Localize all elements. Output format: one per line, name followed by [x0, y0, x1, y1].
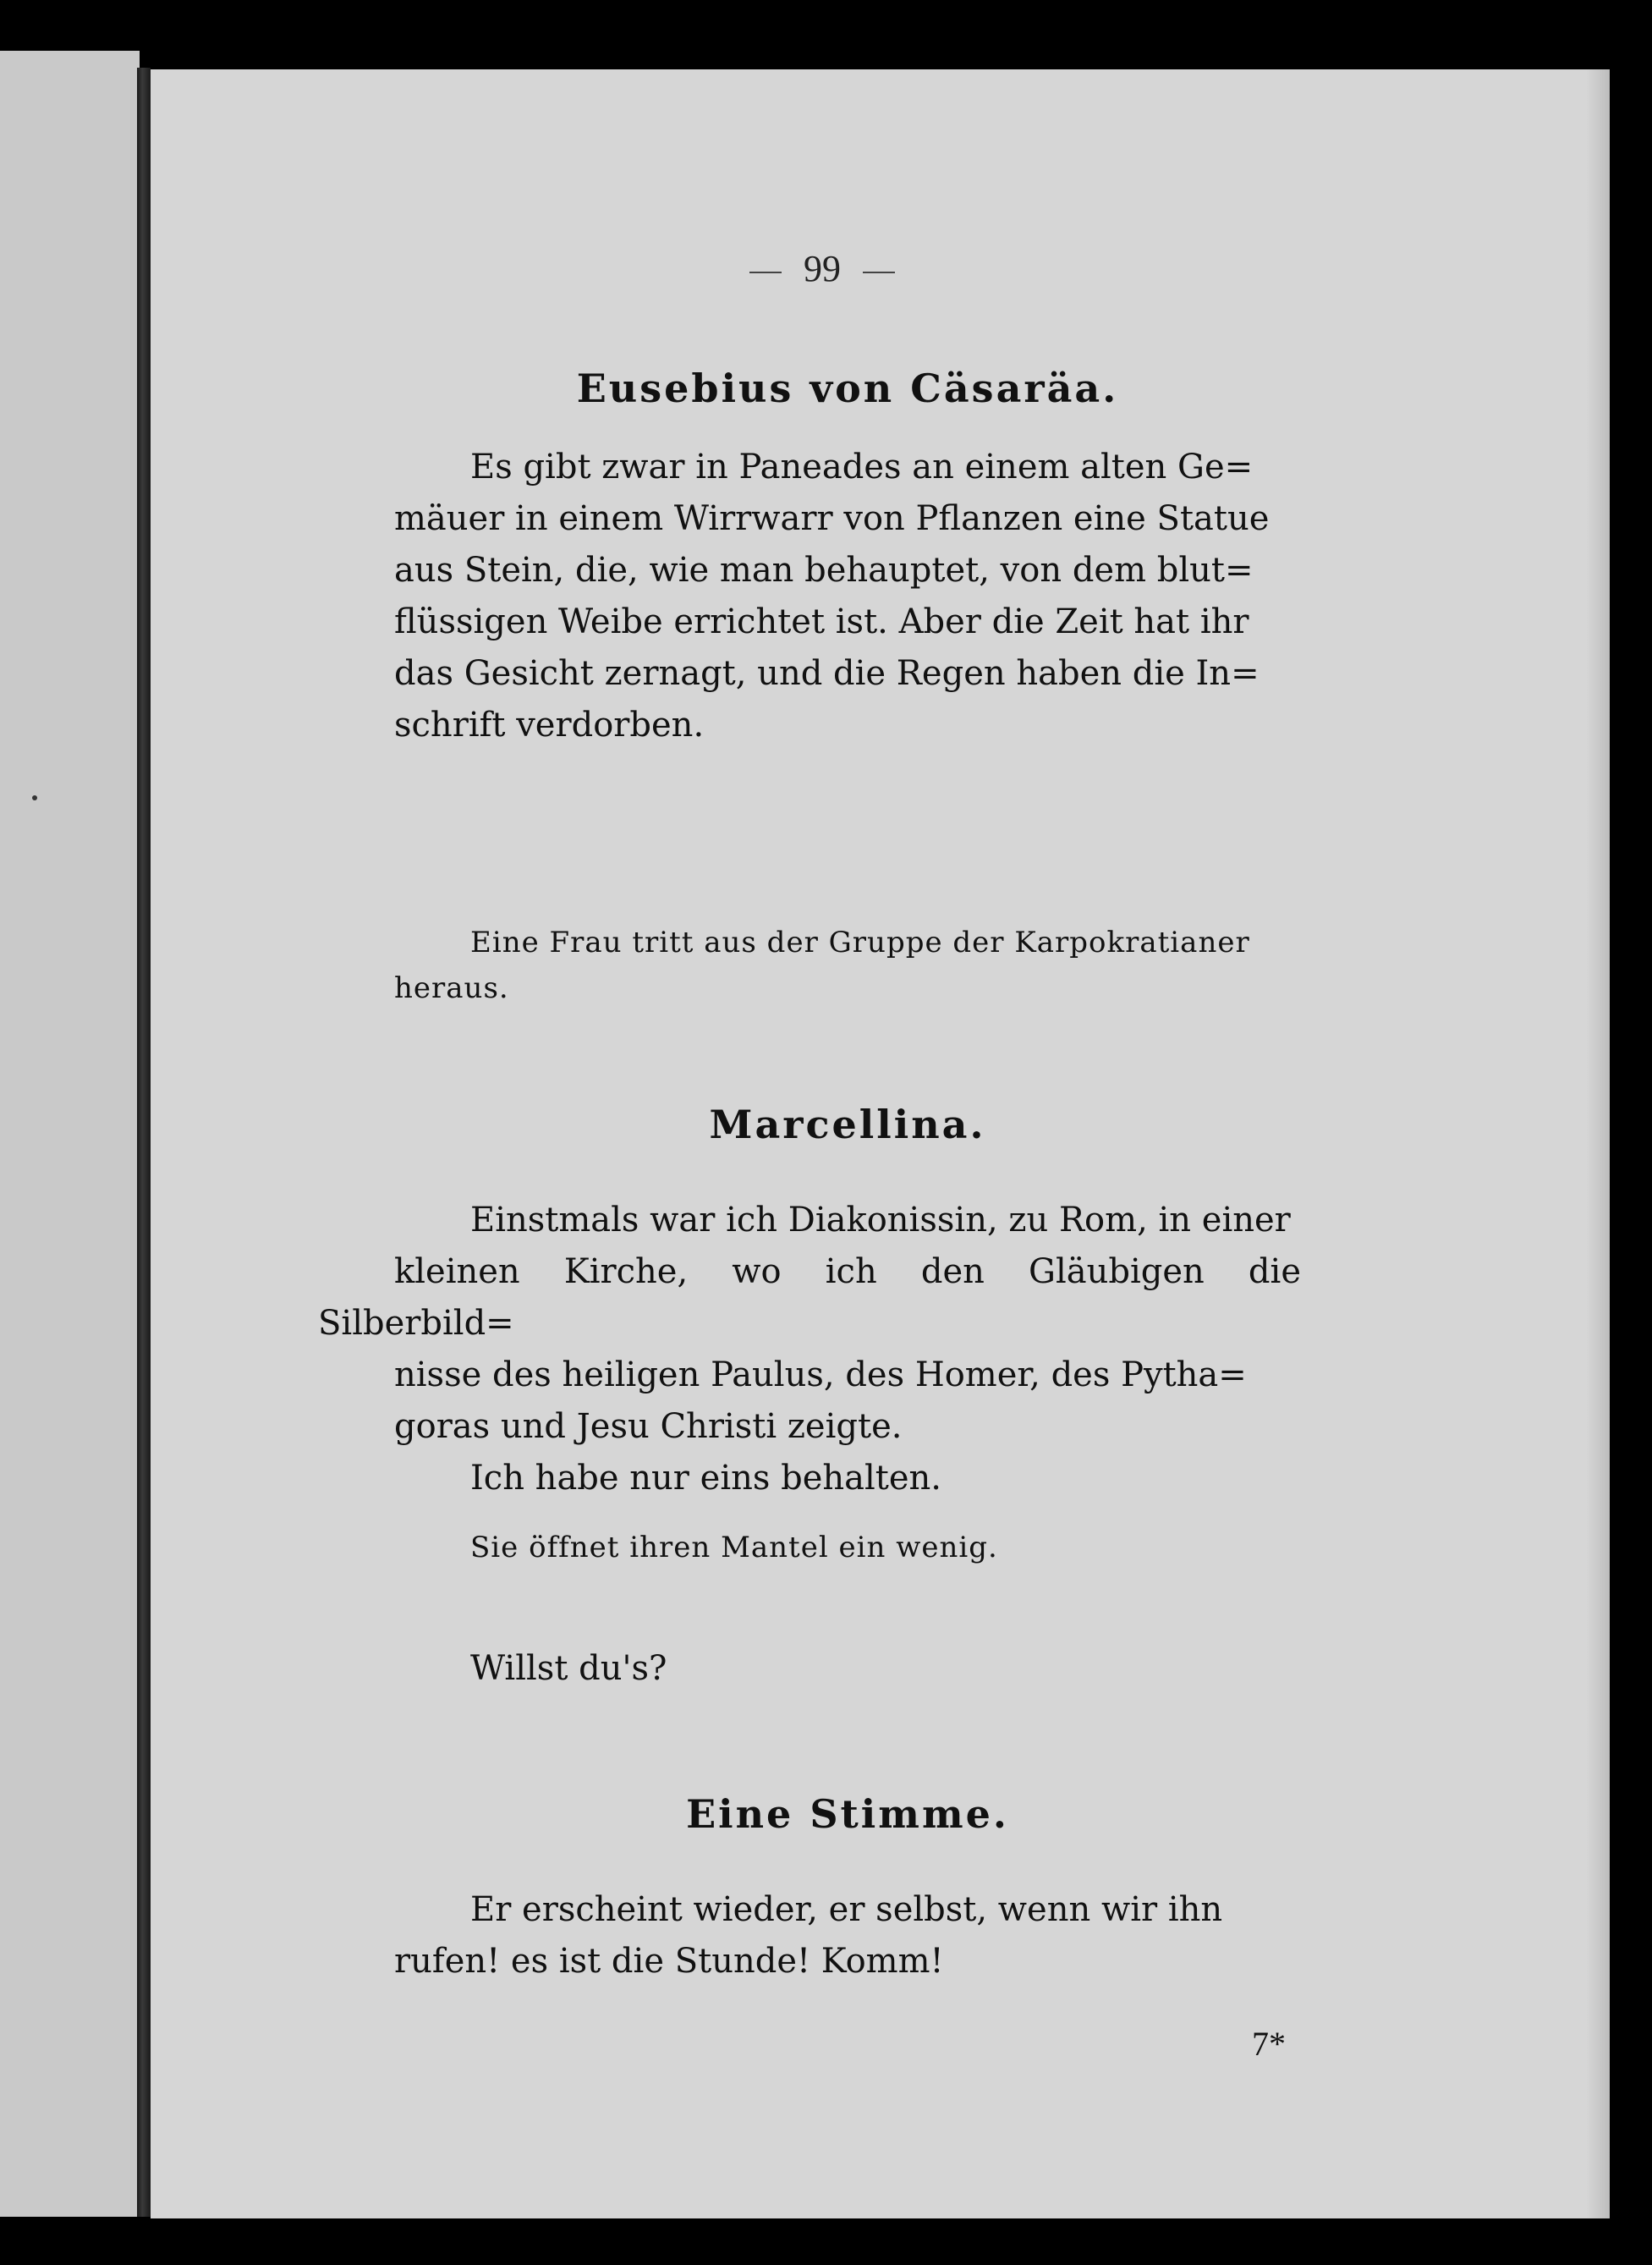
text-line: Einstmals war ich Diakonissin, zu Rom, in einer [470, 1201, 1291, 1240]
text-line: nisse des heiligen Paulus, des Homer, des Pytha= [394, 1355, 1247, 1394]
text-line: Eine Frau tritt aus der Gruppe der Karpokratianer [470, 926, 1250, 959]
facing-page-edge [0, 51, 140, 2217]
text-line: Ich habe nur eins behalten. [470, 1459, 942, 1498]
line-willst [394, 1643, 1301, 1695]
speaker-heading-stimme: Eine Stimme. [686, 1791, 1009, 1837]
text-line: aus Stein, die, wie man behauptet, von dem blut= [394, 551, 1254, 590]
text-line: flüssigen Weibe errichtet ist. Aber die Zeit hat ihr [394, 602, 1249, 641]
text-line: mäuer in einem Wirrwarr von Pflanzen eine Statue [394, 499, 1270, 538]
dash-left [749, 272, 782, 273]
text-line: rufen! es ist die Stunde! Komm! [394, 1942, 944, 1981]
speaker-heading-eusebius: Eusebius von Cäsaräa. [576, 366, 1119, 411]
page-number-value: 99 [804, 248, 841, 289]
paragraph-marcellina [318, 1195, 1301, 1504]
book-page [151, 69, 1610, 2218]
paragraph-eusebius [394, 442, 1301, 751]
text-line: schrift verdorben. [394, 706, 705, 745]
stage-direction-mantel [394, 1525, 1301, 1570]
text-line: Willst du's? [470, 1649, 667, 1688]
book-gutter [137, 68, 151, 2217]
text-line: kleinen Kirche, wo ich den Gläubigen die Silberbild= [318, 1252, 1301, 1343]
text-line: goras und Jesu Christi zeigte. [394, 1407, 903, 1446]
speaker-heading-marcellina: Marcellina. [709, 1102, 986, 1147]
paragraph-stimme [394, 1884, 1301, 1987]
page-number [394, 247, 1250, 290]
dash-right [863, 272, 895, 273]
text-line: heraus. [394, 971, 509, 1005]
text-line: Es gibt zwar in Paneades an einem alten Ge= [470, 448, 1254, 487]
signature-mark: 7* [1252, 2025, 1286, 2063]
text-line: Sie öffnet ihren Mantel ein wenig. [470, 1531, 998, 1564]
page-edge-shadow [1586, 69, 1610, 2218]
text-line: Er erscheint wieder, er selbst, wenn wir ihn [470, 1890, 1223, 1929]
stage-direction-frau [394, 920, 1301, 1011]
text-line: das Gesicht zernagt, und die Regen haben die In= [394, 654, 1260, 693]
paper-speck [32, 795, 37, 800]
